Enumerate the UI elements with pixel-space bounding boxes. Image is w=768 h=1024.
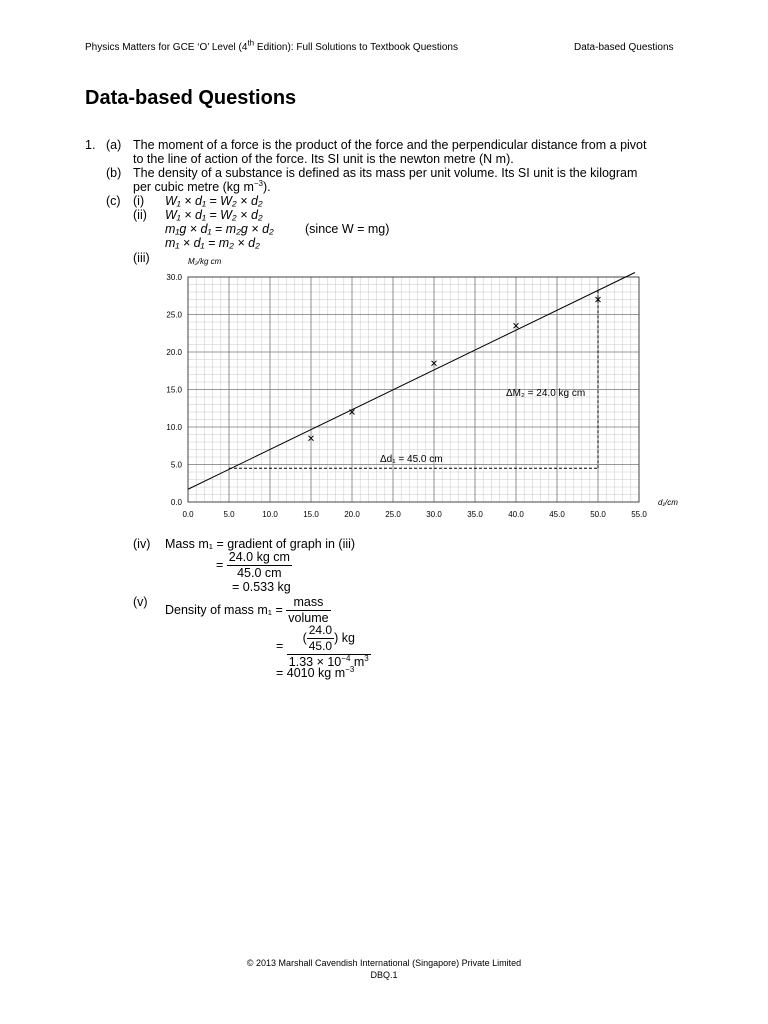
part-c-iv-line1: Mass m₁ = gradient of graph in (iii) — [165, 537, 356, 551]
y-tick-label: 25.0 — [166, 310, 182, 320]
part-c-v-label: (v) — [133, 595, 148, 609]
y-axis-label: M₂/kg cm — [188, 257, 222, 266]
x-tick-label: 20.0 — [344, 510, 360, 519]
part-a-line1: The moment of a force is the product of the force and the perpendicular distance from a pivot — [133, 138, 647, 152]
y-tick-label: 10.0 — [166, 423, 182, 432]
x-tick-label: 15.0 — [303, 510, 319, 519]
x-tick-label: 0.0 — [182, 510, 194, 519]
x-tick-label: 45.0 — [549, 510, 565, 519]
y-tick-label: 5.0 — [170, 460, 182, 470]
v-denominator: volume — [288, 611, 329, 625]
question-number: 1. — [85, 138, 96, 152]
part-c-ii-equation-2: m₁g × d₁ = m₂g × d₂ — [165, 222, 274, 236]
page-number: DBQ.1 — [370, 970, 398, 980]
part-c-v-definition: Density of mass m₁ = $\frac{\text{mass}}{\text{volume}}$ — [165, 595, 329, 625]
part-c-i-equation: W₁ × d₁ = W₂ × d₂ — [165, 194, 263, 208]
part-c-i-label: (i) — [133, 194, 145, 208]
v-numerator: mass — [286, 595, 330, 611]
v-volume: $1.33 \times 10^{-4}$ $m^3$ — [288, 653, 369, 669]
copyright-footer: © 2013 Marshall Cavendish International (Singapore) Private Limited — [246, 958, 522, 968]
x-tick-label: 30.0 — [426, 510, 442, 519]
part-c-v-working: = ( $\frac{24.0}{45.0}$ ) kg $1.33 \times 10^{-4}$ $m^3$ — [276, 623, 369, 669]
part-a-line2: to the line of action of the force. Its SI unit is the newton metre (N m). — [133, 152, 514, 166]
graph-m2-vs-d1 — [150, 250, 690, 530]
running-header-left: Physics Matters for GCE ‘O’ Level (4th Edition): Full Solutions to Textbook Questions — [85, 38, 458, 53]
y-tick-label: 30.0 — [166, 273, 182, 282]
part-b-label: (b) — [106, 166, 122, 180]
x-tick-label: 50.0 — [590, 510, 606, 519]
x-tick-label: 55.0 — [631, 510, 647, 519]
y-tick-label: 0.0 — [170, 498, 182, 507]
page-title: Data-based Questions — [85, 87, 297, 109]
gradient-triangle — [229, 288, 598, 468]
iv-numerator: 24.0 kg cm — [228, 550, 290, 564]
part-b-line1: The density of a substance is defined as its mass per unit volume. Its SI unit is the kilogram — [133, 166, 638, 180]
delta-m2-label: ΔM₂ = 24.0 kg cm — [506, 388, 586, 399]
y-tick-labels — [166, 273, 182, 507]
part-c-ii-note: (since W = mg) — [305, 222, 390, 236]
iv-denominator: 45.0 cm — [237, 566, 282, 580]
x-tick-label: 25.0 — [385, 510, 401, 519]
y-tick-label: 15.0 — [166, 385, 182, 395]
part-c-iv-label: (iv) — [133, 537, 151, 551]
x-tick-label: 5.0 — [223, 510, 235, 519]
part-a-label: (a) — [106, 138, 122, 152]
part-c-ii-equation-3: m₁ × d₁ = m₂ × d₂ — [165, 236, 260, 250]
x-tick-label: 35.0 — [467, 510, 483, 519]
part-c-label: (c) — [106, 194, 121, 208]
part-b-line2: per cubic metre (kg $m^{-3}$). — [133, 178, 271, 194]
part-c-iii-label: (iii) — [133, 251, 150, 265]
running-header-right: Data-based Questions — [574, 42, 674, 53]
part-c-ii-equation-1: W₁ × d₁ = W₂ × d₂ — [165, 208, 263, 222]
x-tick-label: 40.0 — [508, 510, 524, 519]
x-axis-label: d₁/cm — [658, 498, 678, 507]
x-tick-label: 10.0 — [262, 510, 278, 519]
v-inner-denominator: 45.0 — [308, 639, 333, 653]
part-c-iv-result: = 0.533 kg — [232, 580, 291, 594]
y-tick-label: 20.0 — [166, 348, 182, 357]
v-inner-numerator: 24.0 — [308, 623, 333, 637]
x-tick-labels — [182, 510, 647, 519]
delta-d1-label: Δd₁ = 45.0 cm — [380, 454, 443, 465]
part-c-ii-label: (ii) — [133, 208, 147, 222]
part-c-v-result: = 4010 kg $m^{-3}$ — [276, 664, 355, 680]
part-c-iv-fraction: = $\frac{\text{24.0 kg cm}}{45.0 cm}$ — [216, 550, 290, 580]
